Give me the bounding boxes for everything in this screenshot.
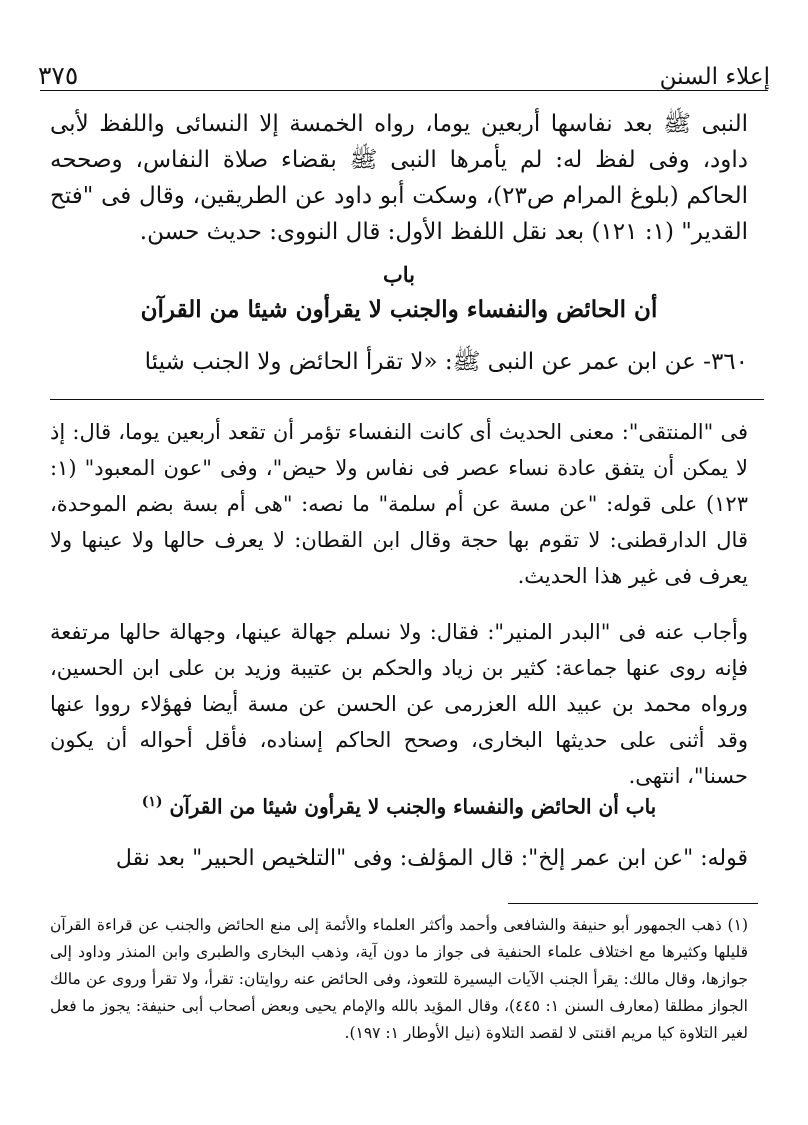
footnote-divider bbox=[508, 903, 758, 904]
section-divider bbox=[50, 399, 764, 400]
sub-heading-text: باب أن الحائض والنفساء والجنب لا يقرأون شيئا من القرآن bbox=[169, 794, 657, 819]
bab-label: باب bbox=[382, 262, 415, 287]
footnote-reference: (١) bbox=[141, 794, 163, 810]
commentary-paragraph-1: فى "المنتقى": معنى الحديث أى كانت النفساء تؤمر أن تقعد أربعين يوما، قال: إذ لا يمكن أن يتفق عادة نساء عصر فى نفاس ولا حيض"، وفى "عون المعبود" (١: ١٢٣) على قوله: "عن مسة عن أم سلمة" ما نصه: "هى أم بسة بضم الموحدة، قال الدارقطنى: لا تقوم بها حجة وقال ابن القطان: لا يعرف حالها ولا عينها ولا يعرف فى غير هذا الحديث. bbox=[50, 420, 748, 588]
page-number: ٣٧٥ bbox=[38, 61, 79, 90]
commentary-paragraph-2: وأجاب عنه فى "البدر المنير": فقال: ولا نسلم جهالة عينها، وجهالة حالها مرتفعة فإنه روى عنها جماعة: كثير بن زياد والحكم بن عتيبة وزيد بن على ابن الحسين، ورواه محمد بن عبيد الله العزرمى عن الحسن عن مسة أيضا فهؤلاء رووا عنها وقد أثنى على حديثها البخارى، وصحح الحاكم إسناده، فأقل أحواله أن يكون حسنا"، انتهى. bbox=[50, 620, 748, 788]
commentary-block bbox=[50, 414, 748, 814]
commentary-sub-heading bbox=[50, 794, 748, 819]
main-text-block bbox=[50, 106, 748, 250]
bab-heading: أن الحائض والنفساء والجنب لا يقرأون شيئا من القرآن bbox=[140, 296, 658, 323]
footnote-block bbox=[50, 912, 748, 1047]
main-paragraph: النبى ﷺ بعد نفاسها أربعين يوما، رواه الخمسة إلا النسائى واللفظ لأبى داود، وفى لفظ له: لم يأمرها النبى ﷺ بقضاء صلاة النفاس، وصححه الحاكم (بلوغ المرام ص٢٣)، وسكت أبو داود عن الطريقين، وقال فى "فتح القدير" (١: ١٢١) بعد نقل اللفظ الأول: قال النووى: حديث حسن. bbox=[50, 111, 749, 245]
footnote-text: (١) ذهب الجمهور أبو حنيفة والشافعى وأحمد وأكثر العلماء والأئمة إلى منع الحائض والجنب عن قراءة القرآن قليلها وكثيرها مع اختلاف علماء الحنفية فى جواز ما دون آية، وذهب البخارى والطبرى وابن المنذر وداود إلى جوازها، وقال مالك: يقرأ الجنب الآيات اليسيرة للتعوذ، وفى الحائض عنه روايتان: تقرأ، ولا تقرأ وروى عن مالك الجواز مطلقا (معارف السنن ١: ٤٤٥)، وقال المؤيد بالله والإمام يحيى وبعض أصحاب أبى حنيفة: يجوز ما فعل لغير التلاوة كيا مريم اقنتى لا لقصد التلاوة (نيل الأوطار ١: ١٩٧). bbox=[50, 916, 748, 1042]
qawluhu-line: قوله: "عن ابن عمر إلخ": قال المؤلف: وفى "التلخيص الحبير" بعد نقل bbox=[115, 846, 748, 871]
hadith-line: ٣٦٠- عن ابن عمر عن النبى ﷺ: «لا تقرأ الحائض ولا الجنب شيئا bbox=[144, 349, 748, 375]
running-title: إعلاء السنن bbox=[659, 64, 770, 90]
page-header bbox=[38, 52, 770, 90]
header-rule bbox=[40, 90, 768, 91]
